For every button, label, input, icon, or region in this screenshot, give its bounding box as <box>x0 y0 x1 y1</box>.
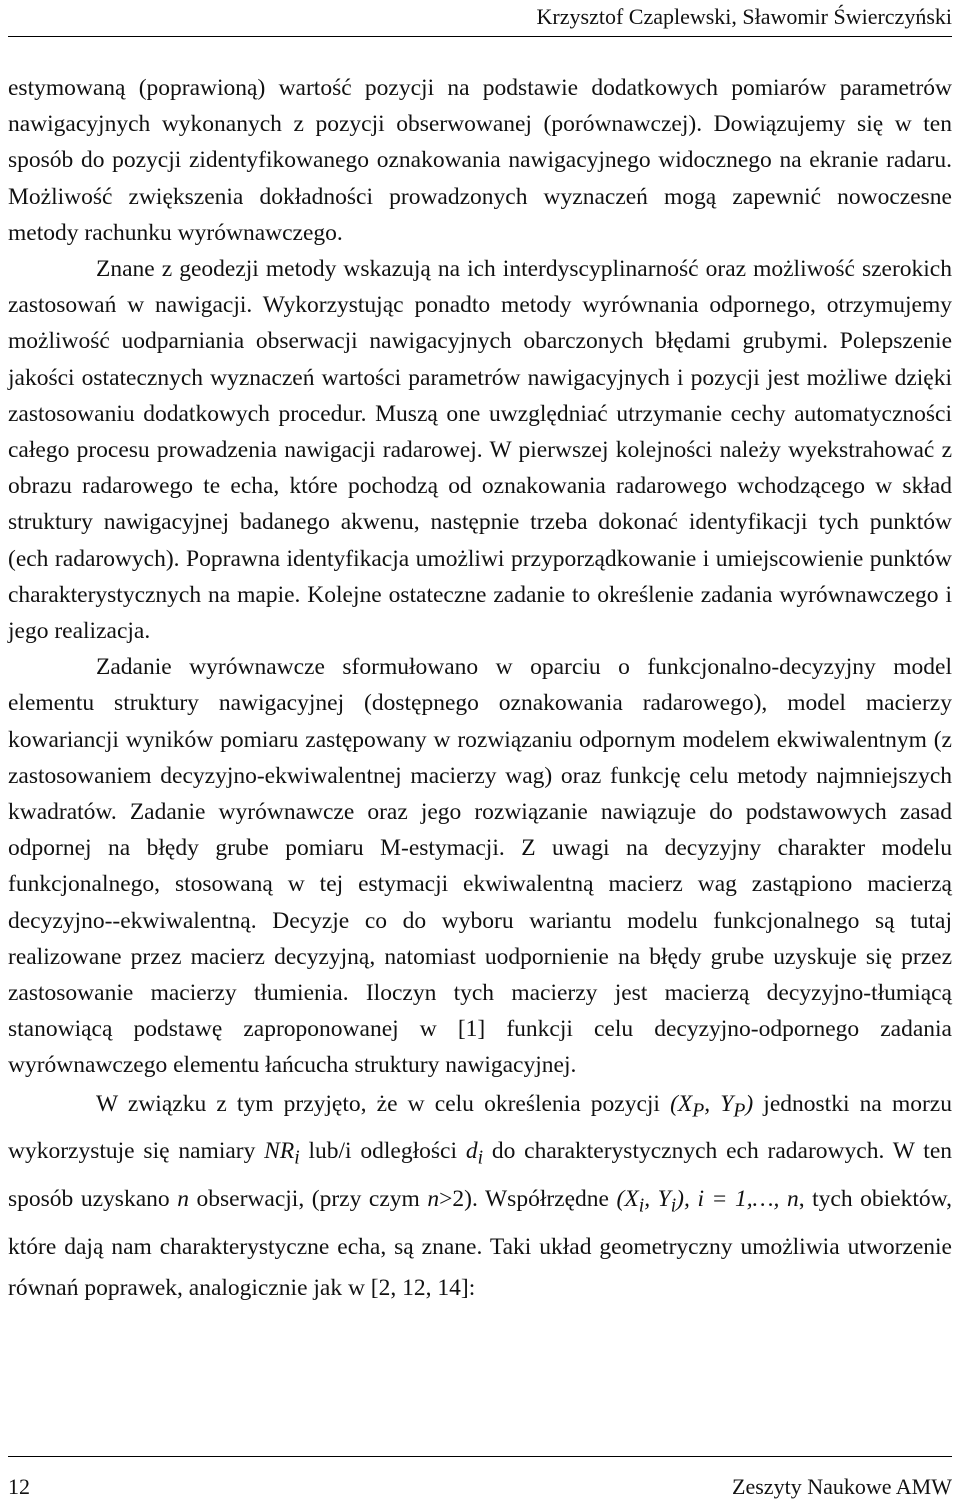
distance-d: d <box>465 1138 478 1165</box>
page-number: 12 <box>8 1474 30 1499</box>
coords-range: ), i = 1,…, n <box>676 1186 799 1213</box>
position-sub-1: P <box>692 1100 705 1122</box>
paragraph-4-text-1: W związku z tym przyjęto, że w celu określenia pozycji <box>96 1090 671 1117</box>
paragraph-2: Znane z geodezji metody wskazują na ich interdyscyplinarność oraz możliwość szerokich zastosowań w nawigacji. Wykorzystując ponadto metody wyrównania odpornego, otrzymujemy możliwość uodparniania obserwacji nawigacyjnych obarczonych błędami grubymi. Polepszenie jakości ostatecznych wyznaczeń wartości parametrów nawigacyjnych i pozycji jest możliwe dzięki zastosowaniu dodatkowych procedur. Muszą one uwzględniać utrzymanie cechy automatyczności całego procesu prowadzenia nawigacji radarowej. W pierwszej kolejności należy wyekstrahować z obrazu radarowego te echa, które pochodzą od oznakowania radarowego wchodzącego w skład struktury nawigacyjnej badanego akwenu, następnie trzeba dokonać identyfikacji tych punktów (ech radarowych). Poprawna identyfikacja umożliwi przyporządkowanie i umiejscowienie punktów charakterystycznych na mapie. Kolejne ostateczne zadanie to określenie zadania wyrównawczego i jego realizacja. <box>8 256 952 645</box>
running-header <box>8 4 952 30</box>
paragraph-3: Zadanie wyrównawcze sformułowano w oparciu o funkcjonalno-decyzyjny model elementu struktury nawigacyjnej (dostępnego oznakowania radarowego), model macierzy kowariancji wyników pomiaru zastępowany w rozwiązaniu odpornym modelem ekwiwalentnym (z zastosowaniem decyzyjno-ekwiwalentnej macierzy wag) oraz funkcję celu metody najmniejszych kwadratów. Zadanie wyrównawcze oraz jego rozwiązanie nawiązuje do podstawowych zasad odpornej na błędy grube pomiaru M-estymacji. Z uwagi na decyzyjny charakter modelu funkcjonalnego, stosowaną w tej estymacji ekwiwalentną macierz wag zastąpiono macierzą decyzyjno-‑ekwiwalentną. Decyzje co do wyboru wariantu modelu funkcjonalnego są tutaj realizowane przez macierz decyzyjną, natomiast uodpornienie na błędy grube uzyskuje się przez zastosowanie macierzy tłumienia. Iloczyn tych macierzy jest macierzą decyzyjno-tłumiącą stanowiącą podstawę zaproponowanej w [1] funkcji celu decyzyjno-odpornego zadania wyrównawczego elementu łańcucha struktury nawigacyjnej. <box>8 654 952 1079</box>
coords-sub-2: i <box>670 1195 677 1217</box>
coords-y: , Y <box>644 1186 671 1213</box>
distance-symbol <box>465 1138 484 1170</box>
paragraph-4-text-7: , tych obiektów, które dają nam charakterystyczne echa, są znane. Taki układ geometryczny umożliwia utworzenie równań poprawek, analogicznie jak w [2, 12, 14]: <box>8 1186 952 1301</box>
position-formula <box>670 1090 754 1122</box>
coords-sub-1: i <box>638 1195 645 1217</box>
bearing-sub: i <box>294 1148 300 1170</box>
coordinates-formula <box>616 1186 799 1217</box>
paragraph-4-text-2: jednostki na morzu wykorzystuje się namiary <box>8 1090 952 1165</box>
position-x: (X <box>670 1090 693 1117</box>
position-sub-2: P <box>733 1100 746 1122</box>
position-y: , Y <box>704 1090 734 1117</box>
position-close: ) <box>745 1090 754 1117</box>
distance-sub: i <box>477 1148 484 1170</box>
body-text <box>8 70 952 1309</box>
paragraph-4-text-5: obserwacji, (przy czym <box>188 1186 428 1213</box>
journal-name: Zeszyty Naukowe AMW <box>732 1474 952 1499</box>
header-rule <box>8 36 952 37</box>
n-symbol: n <box>177 1186 189 1213</box>
paragraph-4-text-3: lub/i odległości <box>299 1138 466 1165</box>
bearing-symbol <box>264 1138 300 1170</box>
header-authors: Krzysztof Czaplewski, Sławomir Świerczyński <box>536 4 952 29</box>
paragraph-1: estymowaną (poprawioną) wartość pozycji na podstawie dodatkowych pomiarów parametrów nawigacyjnych wykonanych z pozycji obserwowanej (porównawczej). Dowiązujemy się w ten sposób do pozycji zidentyfikowanego oznakowania nawigacyjnego widocznego na ekranie radaru. Możliwość zwiększenia dokładności prowadzonych wyznaczeń mogą zapewnić nowoczesne metody rachunku wyrównawczego. <box>8 75 952 246</box>
n-condition: n <box>427 1186 440 1213</box>
footer-rule <box>8 1456 952 1457</box>
coords-x: (X <box>616 1186 639 1213</box>
paragraph-4-text-6: >2). Współrzędne <box>439 1186 617 1213</box>
bearing-nr: NR <box>264 1138 295 1165</box>
paragraph-4 <box>8 1084 952 1309</box>
paragraph-4-text-4: do charakterystycznych ech radarowych. W ten sposób uzyskano <box>8 1138 952 1213</box>
